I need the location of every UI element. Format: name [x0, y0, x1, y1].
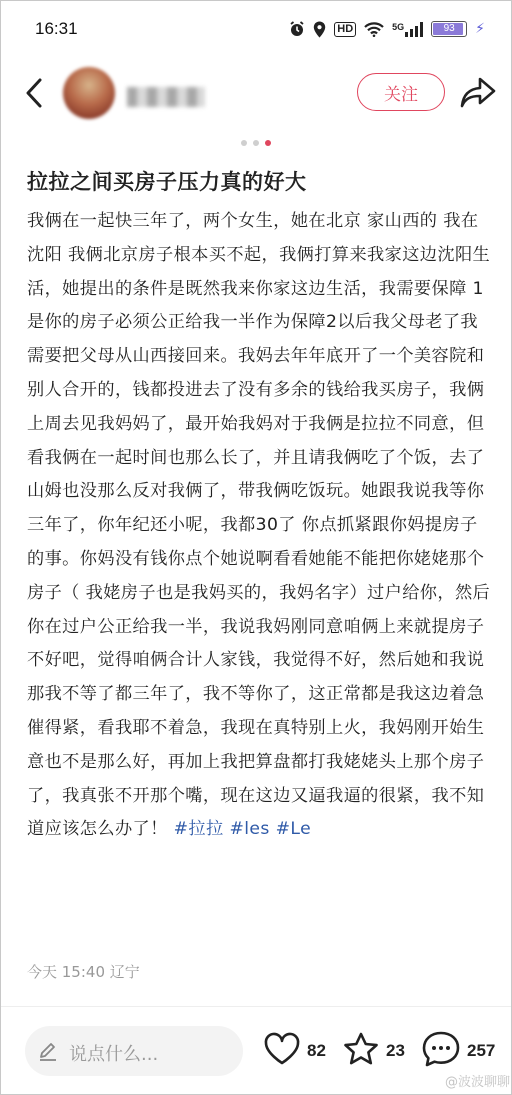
- post-body: [27, 205, 491, 847]
- divider: [1, 1006, 511, 1007]
- wifi-icon: [364, 22, 384, 37]
- carousel-indicator: [1, 140, 511, 150]
- author-avatar[interactable]: [63, 67, 115, 119]
- carousel-dot[interactable]: [241, 140, 247, 146]
- comment-count: 257: [467, 1041, 496, 1060]
- status-icons: [289, 18, 485, 40]
- location-icon: [313, 21, 326, 38]
- signal-icon: [392, 22, 423, 37]
- post-header: [1, 61, 511, 127]
- carousel-dot[interactable]: [253, 140, 259, 146]
- post-body-text: 我俩在一起快三年了，两个女生，她在北京 家山西的 我在沈阳 我俩北京房子根本买不起，我俩打算来我家这边沈阳生活，她提出的条件是既然我来你家这边生活，我需要保障 1是你的房子必须公正给我一半作为保障2以后我父母老了我需要把父母从山西接回来。我妈去年年底开了一个美容院和别人合开的，钱都投进去了没有多余的钱给我买房子，我俩上周去见我妈妈了，最开始我妈对于我俩是拉拉不同意，但看我俩在一起时间也那么长了，并且请我俩吃了个饭，去了山姆也没那么反对我俩了，带我俩吃饭玩。她跟我说我等你三年了，你年纪还小呢，我都30了 你点抓紧跟你妈提房子的事。你妈没有钱你点个她说啊看看她能不能把你姥姥那个房子（ 我姥房子也是我妈买的，我妈名字）过户给你，然后你在过户公正给我一半，我说我妈刚同意咱俩上来就提房子不好吧，觉得咱俩合计人家钱，我觉得不好，然后她和我说那我不等了都三年了，我不等你了，这正常都是我这边着急催得紧，看我耶不着急，我现在真特别上火，我妈刚开始生意也不是那么好，再加上我把算盘都打我姥姥头上那个房子了，我真张不开那个嘴，现在这边又逼我逼的很紧，我不知道应该怎么办了！: [27, 211, 491, 840]
- post-title: 拉拉之间买房子压力真的好大: [27, 170, 307, 194]
- star-icon: [342, 1031, 380, 1071]
- collect-button[interactable]: [342, 1031, 405, 1071]
- hashtag-lala[interactable]: #拉拉: [173, 819, 224, 840]
- hd-icon: HD: [334, 22, 356, 37]
- watermark: @波波聊聊: [445, 1075, 511, 1090]
- hashtag-les[interactable]: #les: [229, 819, 270, 840]
- network-label: 5G: [392, 21, 405, 32]
- battery-icon: [431, 21, 467, 37]
- back-arrow-icon[interactable]: [23, 77, 47, 109]
- like-button[interactable]: [263, 1031, 326, 1071]
- status-time: 16:31: [35, 19, 78, 38]
- comment-bubble-icon: [421, 1030, 461, 1072]
- heart-icon: [263, 1032, 301, 1070]
- like-count: 82: [307, 1041, 326, 1060]
- alarm-icon: [289, 21, 305, 37]
- carousel-dot-active[interactable]: [265, 140, 271, 146]
- author-name-blurred[interactable]: [127, 87, 205, 107]
- collect-count: 23: [386, 1041, 405, 1060]
- comment-button[interactable]: [421, 1031, 495, 1071]
- follow-button[interactable]: 关注: [357, 73, 445, 111]
- pencil-icon: [37, 1040, 59, 1066]
- hashtag-le[interactable]: #Le: [275, 819, 312, 840]
- status-bar: [1, 1, 511, 59]
- share-icon[interactable]: [459, 75, 497, 111]
- post-meta: 今天 15:40 辽宁: [27, 963, 140, 981]
- comment-input[interactable]: [25, 1026, 243, 1076]
- charging-icon: ⚡: [475, 21, 485, 37]
- battery-percent: 93: [443, 23, 455, 34]
- comment-placeholder: 说点什么...: [69, 1044, 159, 1065]
